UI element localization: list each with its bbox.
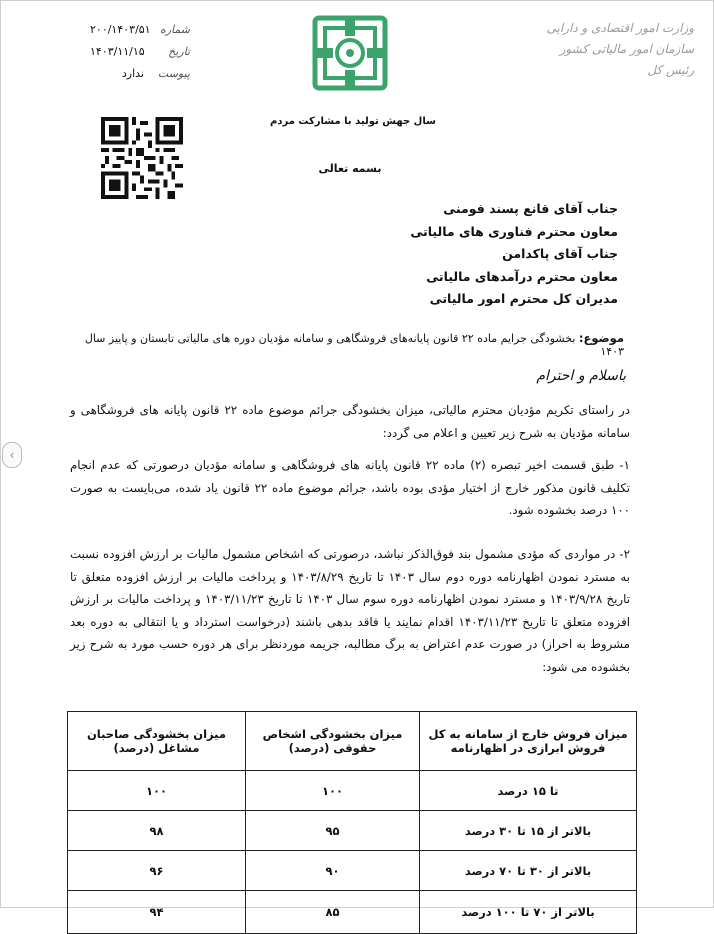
side-scroll-handle[interactable]: ‹ [2,442,22,468]
table-row [68,771,637,811]
table-row [68,811,637,851]
basmala: بسمه تعالی [318,162,382,175]
header-legal-persons: میزان بخشودگی اشخاص حقوقی (درصد) [245,712,419,771]
table-header-row [68,712,637,771]
addressee-line: جناب آقای قانع پسند فومنی [443,201,618,216]
qr-code [101,117,183,199]
attachment-value: ندارد [121,66,144,80]
date-value: ۱۴۰۳/۱۱/۱۵ [90,44,145,58]
cell-sales-ratio: بالاتر از ۷۰ تا ۱۰۰ درصد [420,891,637,934]
addressee-list [318,198,618,311]
penalty-waiver-table [67,711,637,934]
cell-legal-persons: ۱۰۰ [245,771,419,811]
cell-sales-ratio: بالاتر از ۱۵ تا ۳۰ درصد [420,811,637,851]
cell-legal-persons: ۸۵ [245,891,419,934]
greeting: باسلام و احترام [536,368,626,384]
paragraph-clause-2: ۲- در مواردی که مؤدی مشمول بند فوق‌الذکر نباشد، درصورتی که اشخاص مشمول مالیات بر ارزش افزوده نسبت به مسترد نمودن اظهارنامه دوره دوم سال ۱۴۰۳ تا تاریخ ۱۴۰۳/۸/۲۹ و پرداخت مالیات بر ارزش افزوده متعلق تا تاریخ ۱۴۰۳/۹/۲۸ و مسترد نمودن اظهارنامه دوره سوم سال ۱۴۰۳ تا تاریخ ۱۴۰۳/۱۱/۲۳ و پرداخت مالیات بر ارزش افزوده متعلق تا تاریخ ۱۴۰۳/۱۱/۲۳ اقدام نمایند یا فاقد بدهی باشند (درخواست استرداد و یا انتقالی به دوره بعد مشروط به احراز) در صورت عدم اعتراض به برگ مطالبه، جریمه مورد‌نظر برای هر دوره حسب مورد به شرح زیر بخشوده می شود: [70,547,630,674]
header-business-owners: میزان بخشودگی صاحبان مشاغل (درصد) [68,712,246,771]
subject-label: موضوع: [578,331,624,345]
subject-line [64,331,624,358]
paragraph-clause-1: ۱- طبق قسمت اخیر تبصره (۲) ماده ۲۲ قانون پایانه های فروشگاهی و سامانه مؤدیان درصورتی که عدم انجام تکلیف قانون مذکور خارج از اختیار مؤدی بوده باشد، جرائم موضوع ماده ۲۲ قانون یاد شده، می‌بایست به صورت ۱۰۰ درصد بخشوده شود. [70,458,630,517]
cell-business-owners: ۹۶ [68,851,246,891]
letter-meta [90,18,190,84]
ministry-header [504,18,694,81]
cell-legal-persons: ۹۵ [245,811,419,851]
year-slogan: سال جهش تولید با مشارکت مردم [270,116,436,127]
header-sales-ratio: میزان فروش خارج از سامانه به کل فروش ابرازی در اظهارنامه [420,712,637,771]
addressee-line: معاون محترم فناوری های مالیاتی [410,223,618,239]
cell-legal-persons: ۹۰ [245,851,419,891]
number-label: شماره [159,22,190,36]
addressee-line: جناب آقای پاکدامن [502,246,618,261]
ministry-line: وزارت امور اقتصادی و دارایی [546,21,694,35]
number-row [90,18,190,40]
ministry-line: رئیس کل [647,63,694,77]
addressee-line: مدیران کل محترم امور مالیاتی [429,291,618,306]
date-label: تاریخ [168,44,190,58]
date-row [90,40,190,62]
addressee-line: معاون محترم درآمدهای مالیاتی [426,268,618,284]
cell-business-owners: ۱۰۰ [68,771,246,811]
table-row [68,851,637,891]
subject-text: بخشودگی جرایم ماده ۲۲ قانون پایانه‌های فروشگاهی و سامانه مؤدیان دوره های مالیاتی تابستان و پاییز سال ۱۴۰۳ [84,332,624,358]
tax-organization-logo [311,14,389,92]
table-row [68,891,637,934]
cell-business-owners: ۹۴ [68,891,246,934]
paragraph-intro: در راستای تکریم مؤدیان محترم مالیاتی، میزان بخشودگی جرائم موضوع ماده ۲۲ قانون پایانه های فروشگاهی و سامانه مؤدیان به شرح زیر تعیین و اعلام می گردد: [70,403,630,440]
number-value: ۲۰۰/۱۴۰۳/۵۱ [90,22,151,36]
cell-sales-ratio: بالاتر از ۳۰ تا ۷۰ درصد [420,851,637,891]
cell-business-owners: ۹۸ [68,811,246,851]
attachment-row [90,62,190,84]
ministry-line: سازمان امور مالیاتی کشور [559,42,694,56]
cell-sales-ratio: تا ۱۵ درصد [420,771,637,811]
attachment-label: پیوست [157,66,190,80]
